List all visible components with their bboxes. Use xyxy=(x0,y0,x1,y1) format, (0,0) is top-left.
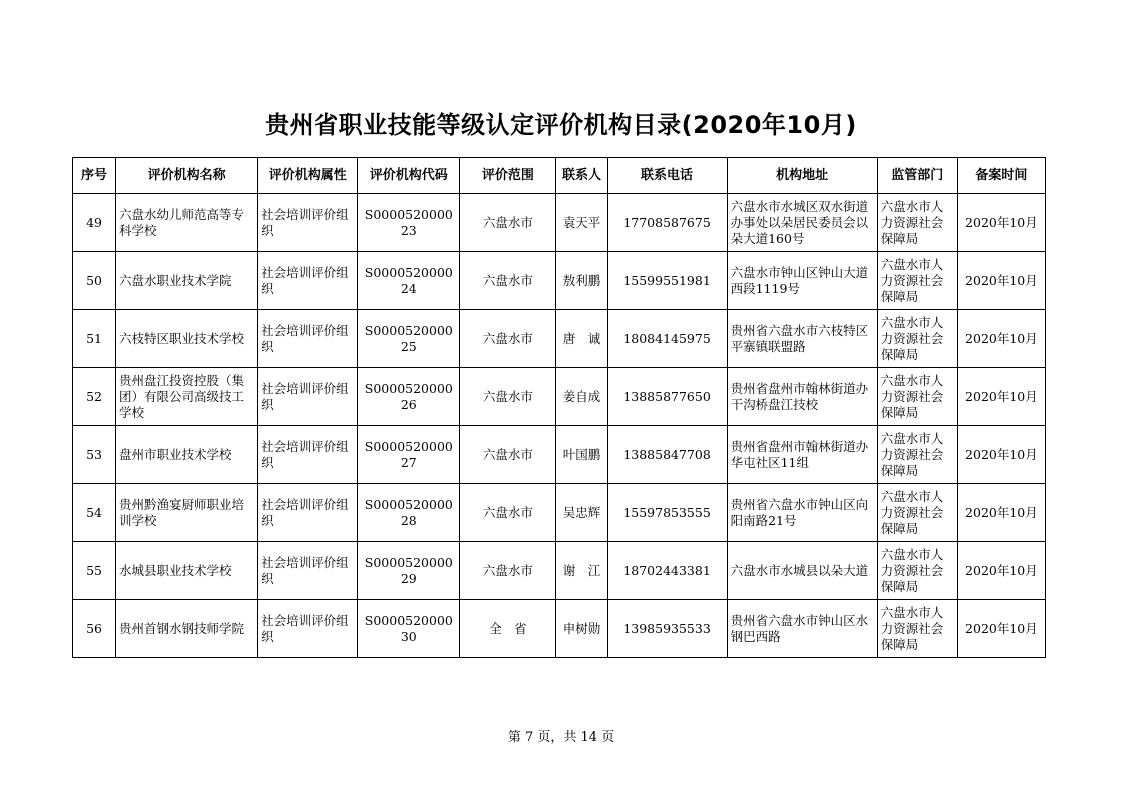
cell-contact-person: 袁天平 xyxy=(556,194,607,252)
cell-supervising-dept: 六盘水市人力资源社会保障局 xyxy=(877,194,957,252)
header-institution-code: 评价机构代码 xyxy=(358,158,460,194)
cell-serial-no: 51 xyxy=(73,310,116,368)
cell-contact-person: 姜自成 xyxy=(556,368,607,426)
cell-serial-no: 55 xyxy=(73,542,116,600)
cell-contact-person: 敖利鹏 xyxy=(556,252,607,310)
cell-evaluation-scope: 六盘水市 xyxy=(460,310,556,368)
header-contact-person: 联系人 xyxy=(556,158,607,194)
cell-filing-date: 2020年10月 xyxy=(957,542,1045,600)
cell-supervising-dept: 六盘水市人力资源社会保障局 xyxy=(877,426,957,484)
table-row xyxy=(73,368,1046,426)
header-serial-no: 序号 xyxy=(73,158,116,194)
cell-filing-date: 2020年10月 xyxy=(957,368,1045,426)
table-row xyxy=(73,252,1046,310)
document-title: 贵州省职业技能等级认定评价机构目录(2020年10月) xyxy=(265,111,857,139)
cell-supervising-dept: 六盘水市人力资源社会保障局 xyxy=(877,368,957,426)
cell-institution-attribute: 社会培训评价组织 xyxy=(258,600,358,658)
cell-supervising-dept: 六盘水市人力资源社会保障局 xyxy=(877,310,957,368)
cell-institution-address: 贵州省六盘水市六枝特区平寨镇联盟路 xyxy=(727,310,877,368)
cell-contact-person: 叶国鹏 xyxy=(556,426,607,484)
cell-supervising-dept: 六盘水市人力资源社会保障局 xyxy=(877,600,957,658)
header-institution-address: 机构地址 xyxy=(727,158,877,194)
cell-institution-code: S000052000029 xyxy=(358,542,460,600)
cell-institution-address: 贵州省盘州市翰林街道办干沟桥盘江技校 xyxy=(727,368,877,426)
cell-institution-attribute: 社会培训评价组织 xyxy=(258,194,358,252)
cell-institution-attribute: 社会培训评价组织 xyxy=(258,368,358,426)
header-institution-attribute: 评价机构属性 xyxy=(258,158,358,194)
cell-supervising-dept: 六盘水市人力资源社会保障局 xyxy=(877,484,957,542)
cell-institution-code: S000052000027 xyxy=(358,426,460,484)
cell-evaluation-scope: 全 省 xyxy=(460,600,556,658)
cell-filing-date: 2020年10月 xyxy=(957,194,1045,252)
cell-institution-code: S000052000023 xyxy=(358,194,460,252)
institution-catalog-table xyxy=(72,157,1046,658)
cell-institution-code: S000052000024 xyxy=(358,252,460,310)
cell-supervising-dept: 六盘水市人力资源社会保障局 xyxy=(877,542,957,600)
cell-serial-no: 52 xyxy=(73,368,116,426)
cell-serial-no: 53 xyxy=(73,426,116,484)
cell-institution-address: 贵州省盘州市翰林街道办华屯社区11组 xyxy=(727,426,877,484)
cell-contact-phone: 17708587675 xyxy=(607,194,727,252)
header-supervising-dept: 监管部门 xyxy=(877,158,957,194)
cell-evaluation-scope: 六盘水市 xyxy=(460,426,556,484)
cell-contact-person: 吴忠辉 xyxy=(556,484,607,542)
table-row xyxy=(73,310,1046,368)
cell-filing-date: 2020年10月 xyxy=(957,310,1045,368)
cell-contact-person: 申树勋 xyxy=(556,600,607,658)
header-institution-name: 评价机构名称 xyxy=(116,158,258,194)
table-row xyxy=(73,194,1046,252)
table-header-row xyxy=(73,158,1046,194)
cell-institution-attribute: 社会培训评价组织 xyxy=(258,426,358,484)
cell-serial-no: 50 xyxy=(73,252,116,310)
cell-institution-name: 贵州盘江投资控股（集团）有限公司高级技工学校 xyxy=(116,368,258,426)
table-row xyxy=(73,542,1046,600)
header-evaluation-scope: 评价范围 xyxy=(460,158,556,194)
header-contact-phone: 联系电话 xyxy=(607,158,727,194)
cell-evaluation-scope: 六盘水市 xyxy=(460,484,556,542)
cell-contact-phone: 15597853555 xyxy=(607,484,727,542)
cell-institution-name: 水城县职业技术学校 xyxy=(116,542,258,600)
cell-institution-name: 贵州黔渔宴厨师职业培训学校 xyxy=(116,484,258,542)
cell-serial-no: 54 xyxy=(73,484,116,542)
cell-filing-date: 2020年10月 xyxy=(957,426,1045,484)
cell-serial-no: 56 xyxy=(73,600,116,658)
cell-filing-date: 2020年10月 xyxy=(957,600,1045,658)
table-row xyxy=(73,600,1046,658)
cell-contact-phone: 18702443381 xyxy=(607,542,727,600)
cell-contact-phone: 18084145975 xyxy=(607,310,727,368)
cell-contact-phone: 13985935533 xyxy=(607,600,727,658)
cell-evaluation-scope: 六盘水市 xyxy=(460,368,556,426)
cell-evaluation-scope: 六盘水市 xyxy=(460,542,556,600)
cell-contact-phone: 15599551981 xyxy=(607,252,727,310)
cell-institution-code: S000052000028 xyxy=(358,484,460,542)
cell-institution-name: 六盘水职业技术学院 xyxy=(116,252,258,310)
cell-institution-name: 六盘水幼儿师范高等专科学校 xyxy=(116,194,258,252)
header-filing-date: 备案时间 xyxy=(957,158,1045,194)
cell-institution-code: S000052000030 xyxy=(358,600,460,658)
cell-institution-attribute: 社会培训评价组织 xyxy=(258,542,358,600)
cell-contact-person: 谢 江 xyxy=(556,542,607,600)
table-row xyxy=(73,484,1046,542)
table-row xyxy=(73,426,1046,484)
cell-institution-address: 贵州省六盘水市钟山区水钢巴西路 xyxy=(727,600,877,658)
cell-contact-phone: 13885877650 xyxy=(607,368,727,426)
cell-institution-address: 六盘水市钟山区钟山大道西段1119号 xyxy=(727,252,877,310)
cell-institution-attribute: 社会培训评价组织 xyxy=(258,484,358,542)
cell-institution-code: S000052000026 xyxy=(358,368,460,426)
cell-institution-address: 贵州省六盘水市钟山区向阳南路21号 xyxy=(727,484,877,542)
cell-filing-date: 2020年10月 xyxy=(957,252,1045,310)
cell-institution-attribute: 社会培训评价组织 xyxy=(258,252,358,310)
page-number-footer: 第 7 页，共 14 页 xyxy=(507,730,615,745)
cell-supervising-dept: 六盘水市人力资源社会保障局 xyxy=(877,252,957,310)
cell-contact-phone: 13885847708 xyxy=(607,426,727,484)
cell-institution-address: 六盘水市水城县以朵大道 xyxy=(727,542,877,600)
cell-filing-date: 2020年10月 xyxy=(957,484,1045,542)
cell-institution-attribute: 社会培训评价组织 xyxy=(258,310,358,368)
cell-institution-name: 六枝特区职业技术学校 xyxy=(116,310,258,368)
cell-institution-code: S000052000025 xyxy=(358,310,460,368)
cell-institution-name: 贵州首钢水钢技师学院 xyxy=(116,600,258,658)
cell-institution-address: 六盘水市水城区双水街道办事处以朵居民委员会以朵大道160号 xyxy=(727,194,877,252)
cell-evaluation-scope: 六盘水市 xyxy=(460,252,556,310)
cell-contact-person: 唐 诚 xyxy=(556,310,607,368)
cell-evaluation-scope: 六盘水市 xyxy=(460,194,556,252)
cell-serial-no: 49 xyxy=(73,194,116,252)
cell-institution-name: 盘州市职业技术学校 xyxy=(116,426,258,484)
